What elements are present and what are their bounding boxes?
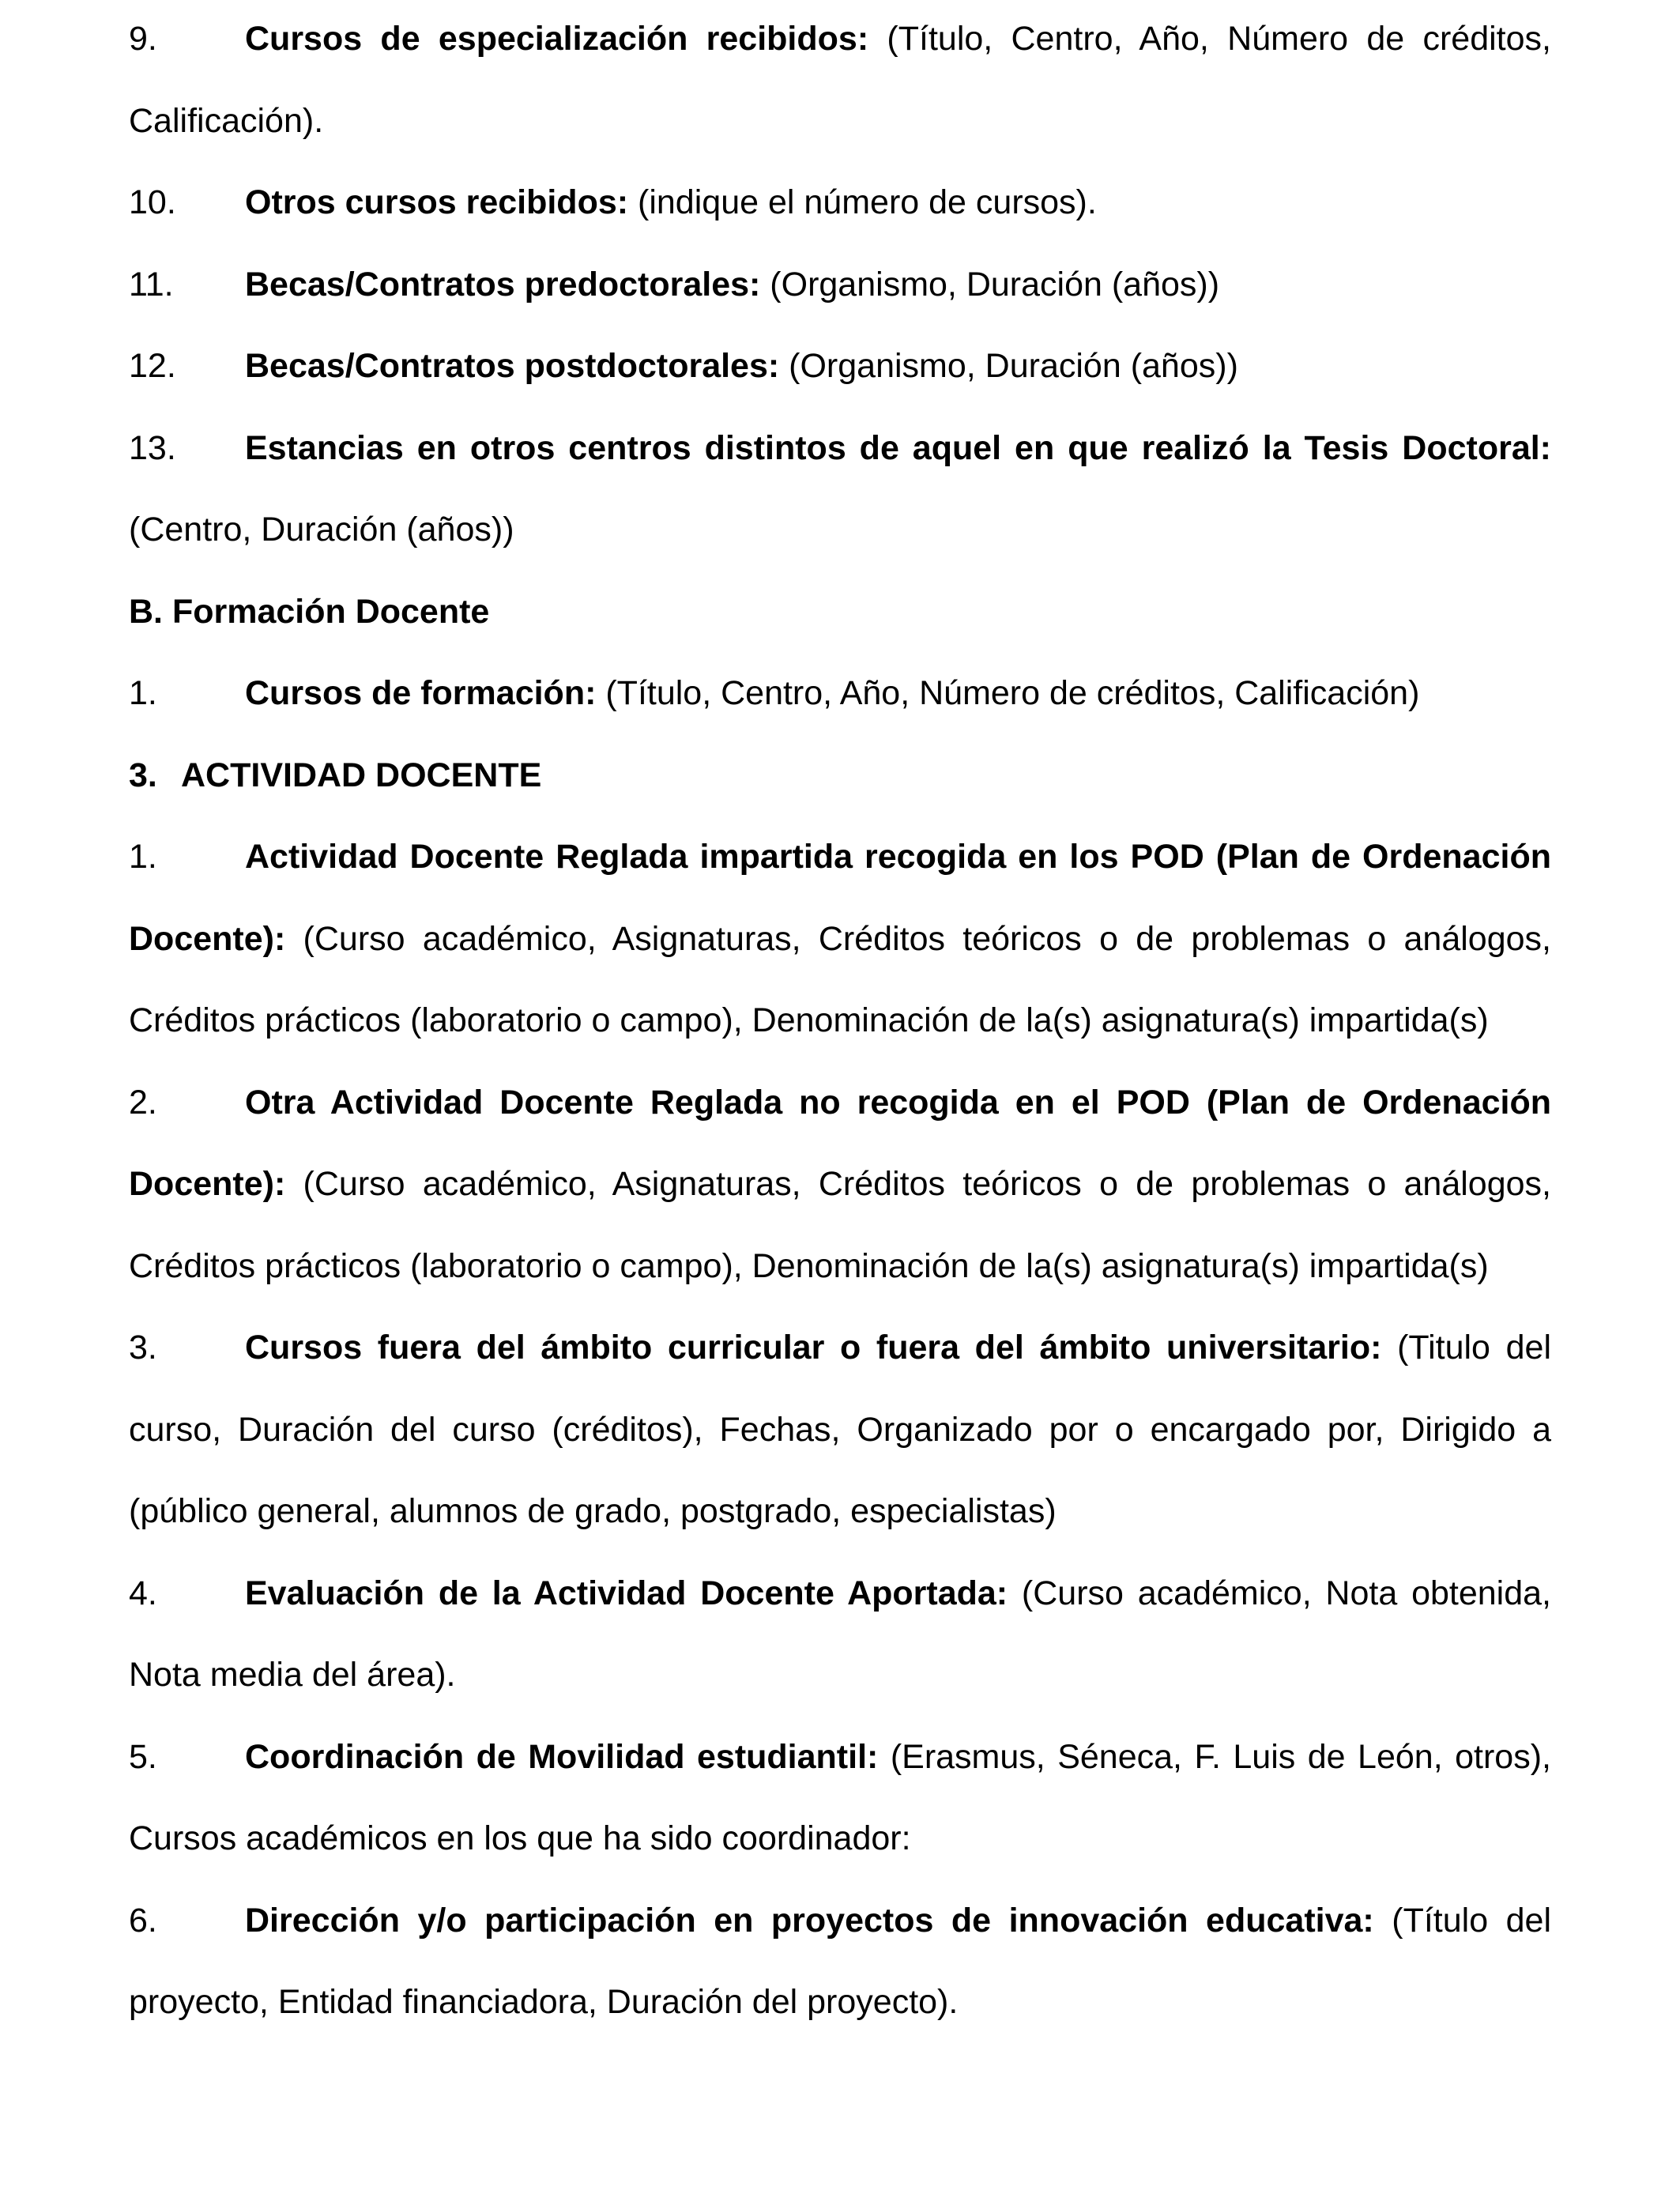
- item-heading: Becas/Contratos predoctorales:: [245, 265, 761, 303]
- item-heading: Cursos fuera del ámbito curricular o fuera del ámbito universitario:: [245, 1329, 1382, 1367]
- section-heading-b: B. Formación Docente: [129, 592, 490, 631]
- item-number: 4.: [129, 1574, 157, 1612]
- item-text: (Organismo, Duración (años)): [760, 265, 1220, 303]
- item-number: 9.: [129, 20, 157, 58]
- item-heading: Coordinación de Movilidad estudiantil:: [245, 1737, 879, 1776]
- item-text: (Curso académico, Asignaturas, Créditos teóricos o de problemas o análogos, Créditos prácticos (laboratorio o campo), Denominación de la(s) asignatura(s) impartida(s): [129, 919, 1551, 1039]
- item-heading: Dirección y/o participación en proyectos de innovación educativa:: [245, 1901, 1374, 1940]
- item-number: 13.: [129, 428, 176, 467]
- section-title: ACTIVIDAD DOCENTE: [181, 756, 542, 794]
- item-heading: Otra Actividad Docente Reglada no recogida en el POD (Plan de Ordenación Docente):: [129, 1083, 1551, 1203]
- section-number: 3.: [129, 756, 157, 794]
- item-number: 10.: [129, 183, 176, 221]
- item-text: (Título, Centro, Año, Número de créditos, Calificación).: [129, 20, 1551, 140]
- item-text: (Título, Centro, Año, Número de créditos, Calificación): [596, 674, 1420, 712]
- list-item-12: [129, 326, 1551, 408]
- item-number: 1.: [129, 674, 157, 712]
- item-heading: Otros cursos recibidos:: [245, 183, 629, 221]
- item-heading: Evaluación de la Actividad Docente Aportada:: [245, 1574, 1008, 1612]
- list-item-13: [129, 408, 1551, 571]
- item-number: 12.: [129, 347, 176, 385]
- item-text: (Curso académico, Nota obtenida, Nota media del área).: [129, 1574, 1551, 1694]
- item-heading: Cursos de especialización recibidos:: [245, 20, 869, 58]
- list-item-9: [129, 0, 1551, 162]
- document-page: [129, 0, 1551, 2044]
- list-item-3-3: [129, 1307, 1551, 1553]
- item-number: 3.: [129, 1329, 157, 1367]
- item-text: (Organismo, Duración (años)): [779, 347, 1238, 385]
- list-item-3-2: [129, 1062, 1551, 1308]
- item-text: (Centro, Duración (años)): [129, 511, 514, 548]
- list-item-10: [129, 162, 1551, 244]
- item-text: (Curso académico, Asignaturas, Créditos teóricos o de problemas o análogos, Créditos prácticos (laboratorio o campo), Denominación de la(s) asignatura(s) impartida(s): [129, 1165, 1551, 1285]
- list-item-3-5: [129, 1717, 1551, 1880]
- item-number: 1.: [129, 838, 157, 876]
- list-item-b1: [129, 653, 1551, 735]
- item-text: (Título del proyecto, Entidad financiadora, Duración del proyecto).: [129, 1901, 1551, 2021]
- list-item-11: [129, 244, 1551, 326]
- item-text: (Erasmus, Séneca, F. Luis de León, otros), Cursos académicos en los que ha sido coordinador:: [129, 1737, 1551, 1857]
- list-item-3-1: [129, 816, 1551, 1062]
- list-item-3-6: [129, 1880, 1551, 2044]
- item-number: 11.: [129, 265, 174, 303]
- item-text: (indique el número de cursos).: [628, 183, 1097, 221]
- item-heading: Becas/Contratos postdoctorales:: [245, 347, 780, 385]
- item-heading: Actividad Docente Reglada impartida recogida en los POD (Plan de Ordenación Docente):: [129, 838, 1551, 958]
- item-heading: Estancias en otros centros distintos de aquel en que realizó la Tesis Doctoral:: [245, 428, 1551, 467]
- item-number: 6.: [129, 1901, 157, 1940]
- item-number: 2.: [129, 1083, 157, 1122]
- item-number: 5.: [129, 1737, 157, 1776]
- item-heading: Cursos de formación:: [245, 674, 597, 712]
- item-text: (Titulo del curso, Duración del curso (créditos), Fechas, Organizado por o encargado por, Dirigido a (público general, alumnos de grado, postgrado, especialistas): [129, 1329, 1551, 1530]
- list-item-3-4: [129, 1553, 1551, 1717]
- section-heading-3: [129, 735, 1551, 817]
